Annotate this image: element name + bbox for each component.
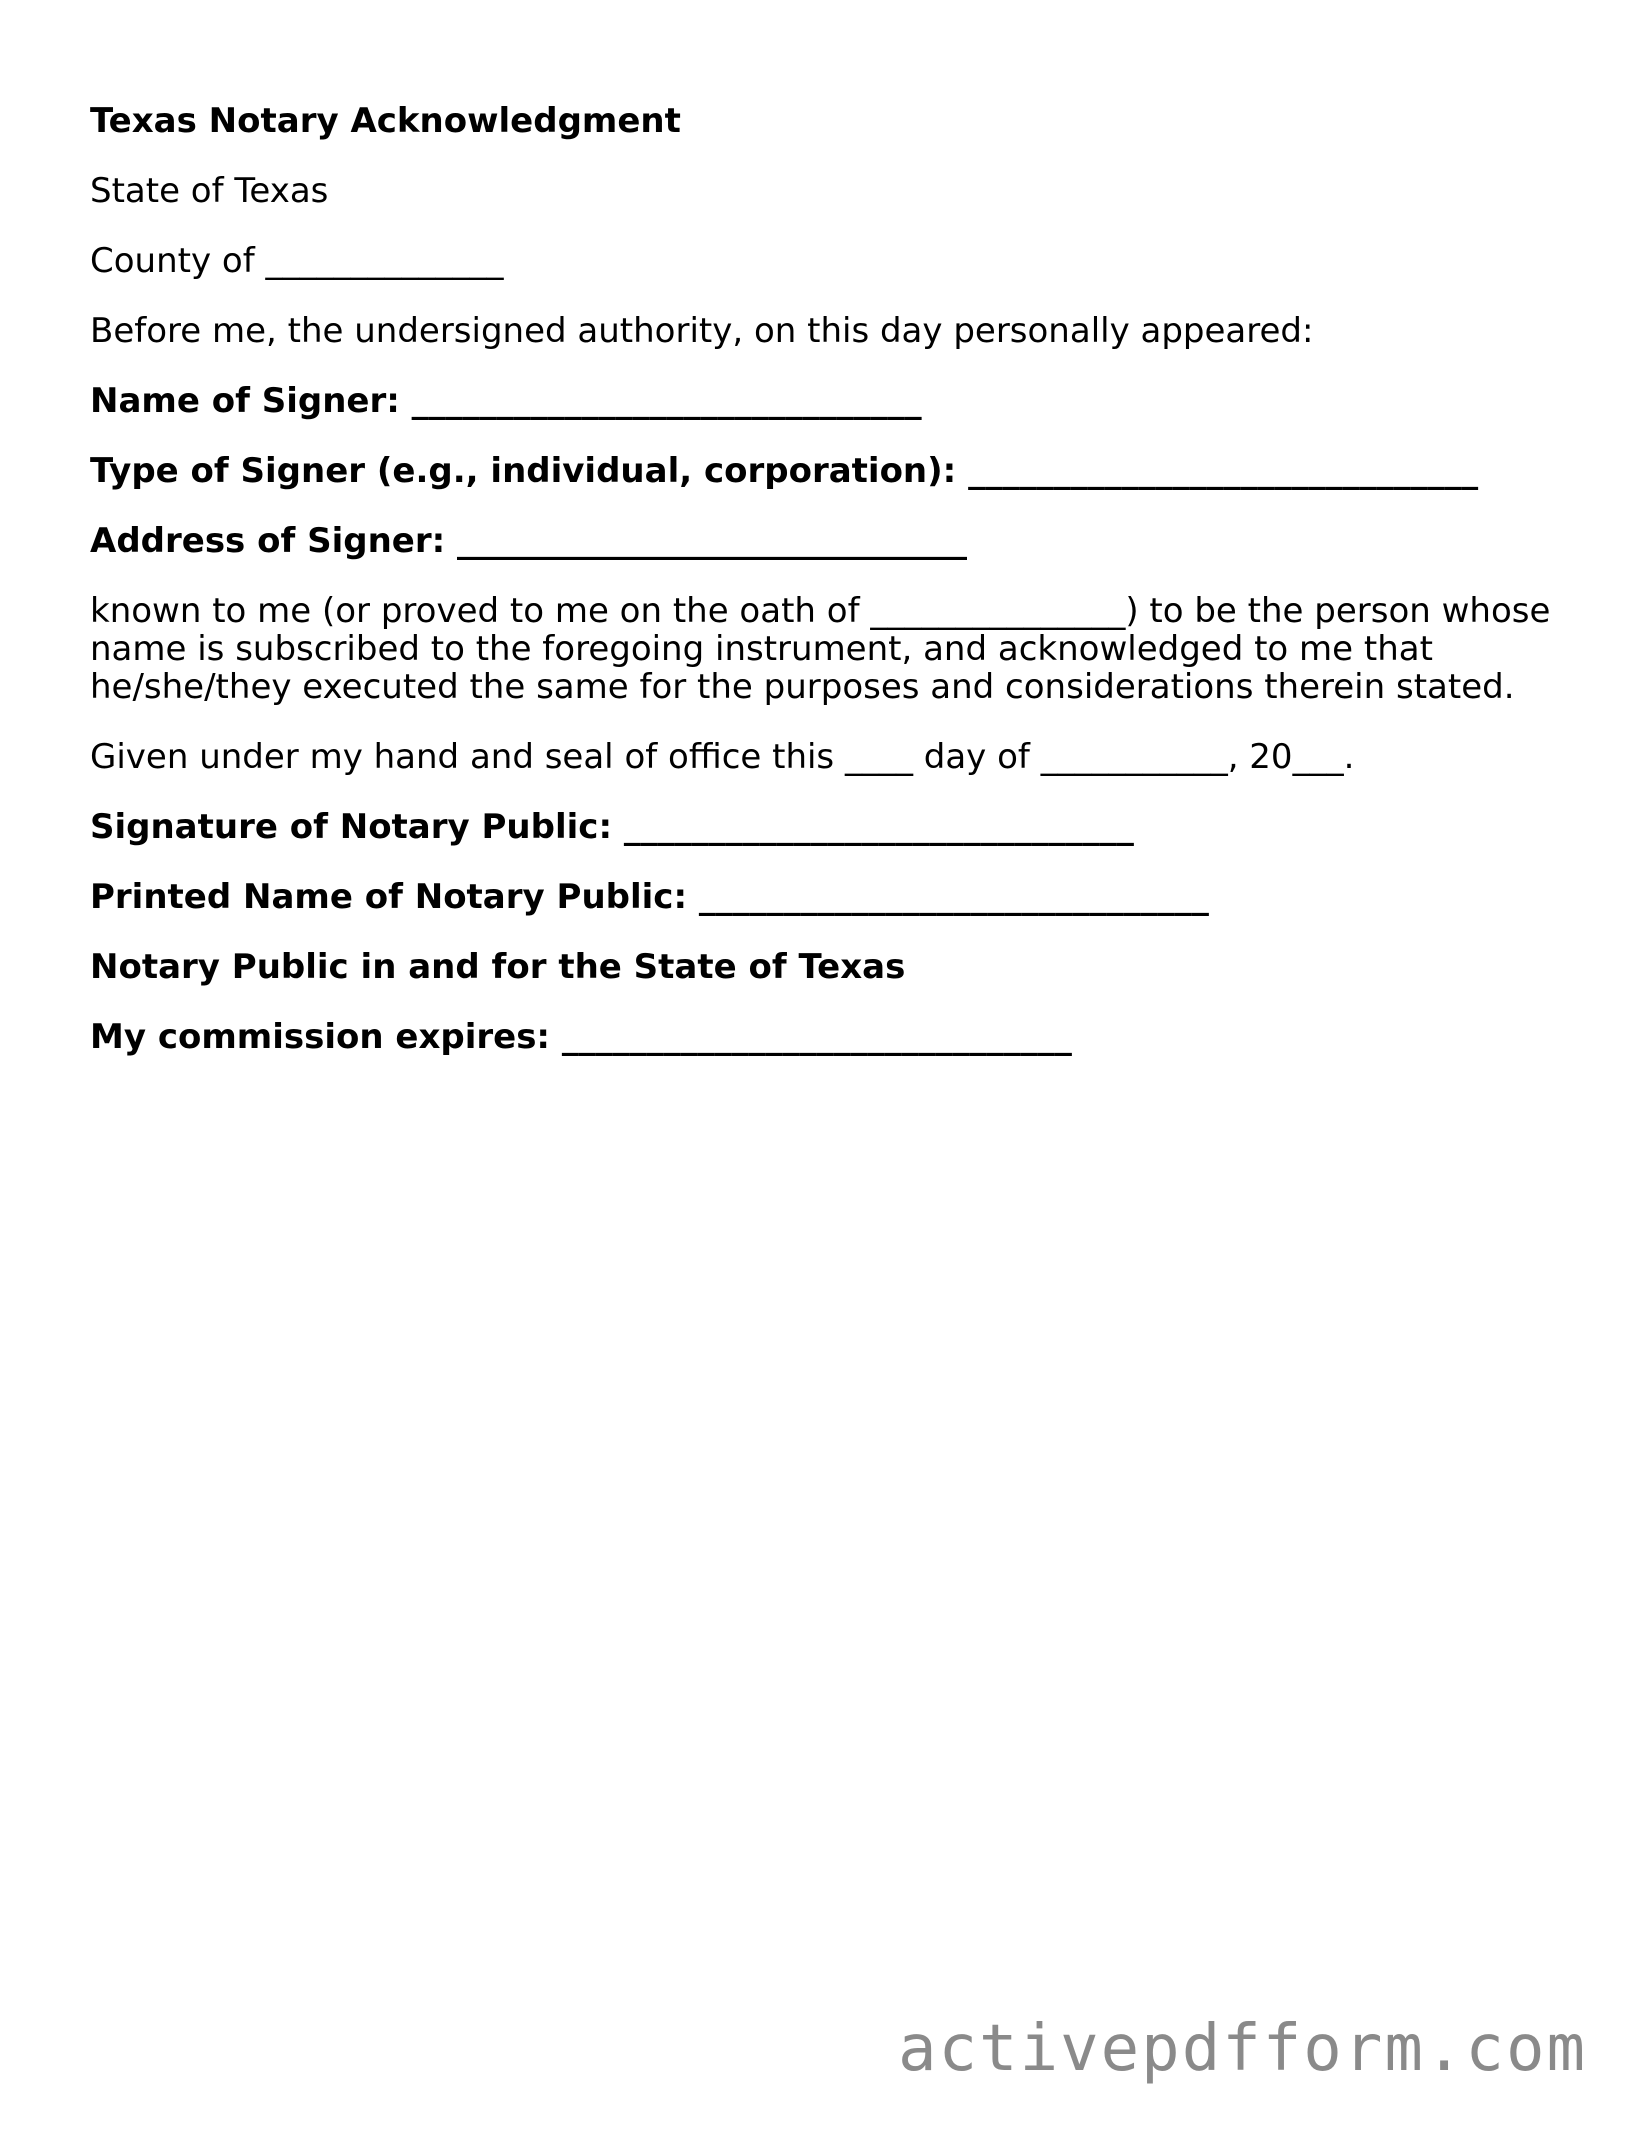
name-of-signer-field: Name of Signer: ______________________________ xyxy=(90,381,922,421)
address-of-signer-field: Address of Signer: ______________________________ xyxy=(90,521,968,561)
acknowledgment-paragraph: known to me (or proved to me on the oath of _______________) to be the person whose name is subscribed to the foregoing instrument, and acknowledged to me that he/she/they executed the same for the purposes and considerations therein stated. xyxy=(90,591,1562,707)
commission-expires-field: My commission expires: ______________________________ xyxy=(90,1017,1072,1057)
notary-signature-field: Signature of Notary Public: ______________________________ xyxy=(90,807,1134,847)
given-under-hand-line: Given under my hand and seal of office this ____ day of ___________, 20___. xyxy=(90,737,1355,777)
state-line: State of Texas xyxy=(90,171,329,211)
county-line: County of ______________ xyxy=(90,241,504,281)
watermark: activepdfform.com xyxy=(897,2012,1587,2086)
notary-printed-name-field: Printed Name of Notary Public: ______________________________ xyxy=(90,877,1209,917)
type-of-signer-field: Type of Signer (e.g., individual, corporation): ______________________________ xyxy=(90,451,1479,491)
document-title: Texas Notary Acknowledgment xyxy=(90,101,681,141)
appeared-statement: Before me, the undersigned authority, on this day personally appeared: xyxy=(90,311,1314,351)
notary-state-line: Notary Public in and for the State of Texas xyxy=(90,947,906,987)
document-page xyxy=(90,102,1560,1056)
